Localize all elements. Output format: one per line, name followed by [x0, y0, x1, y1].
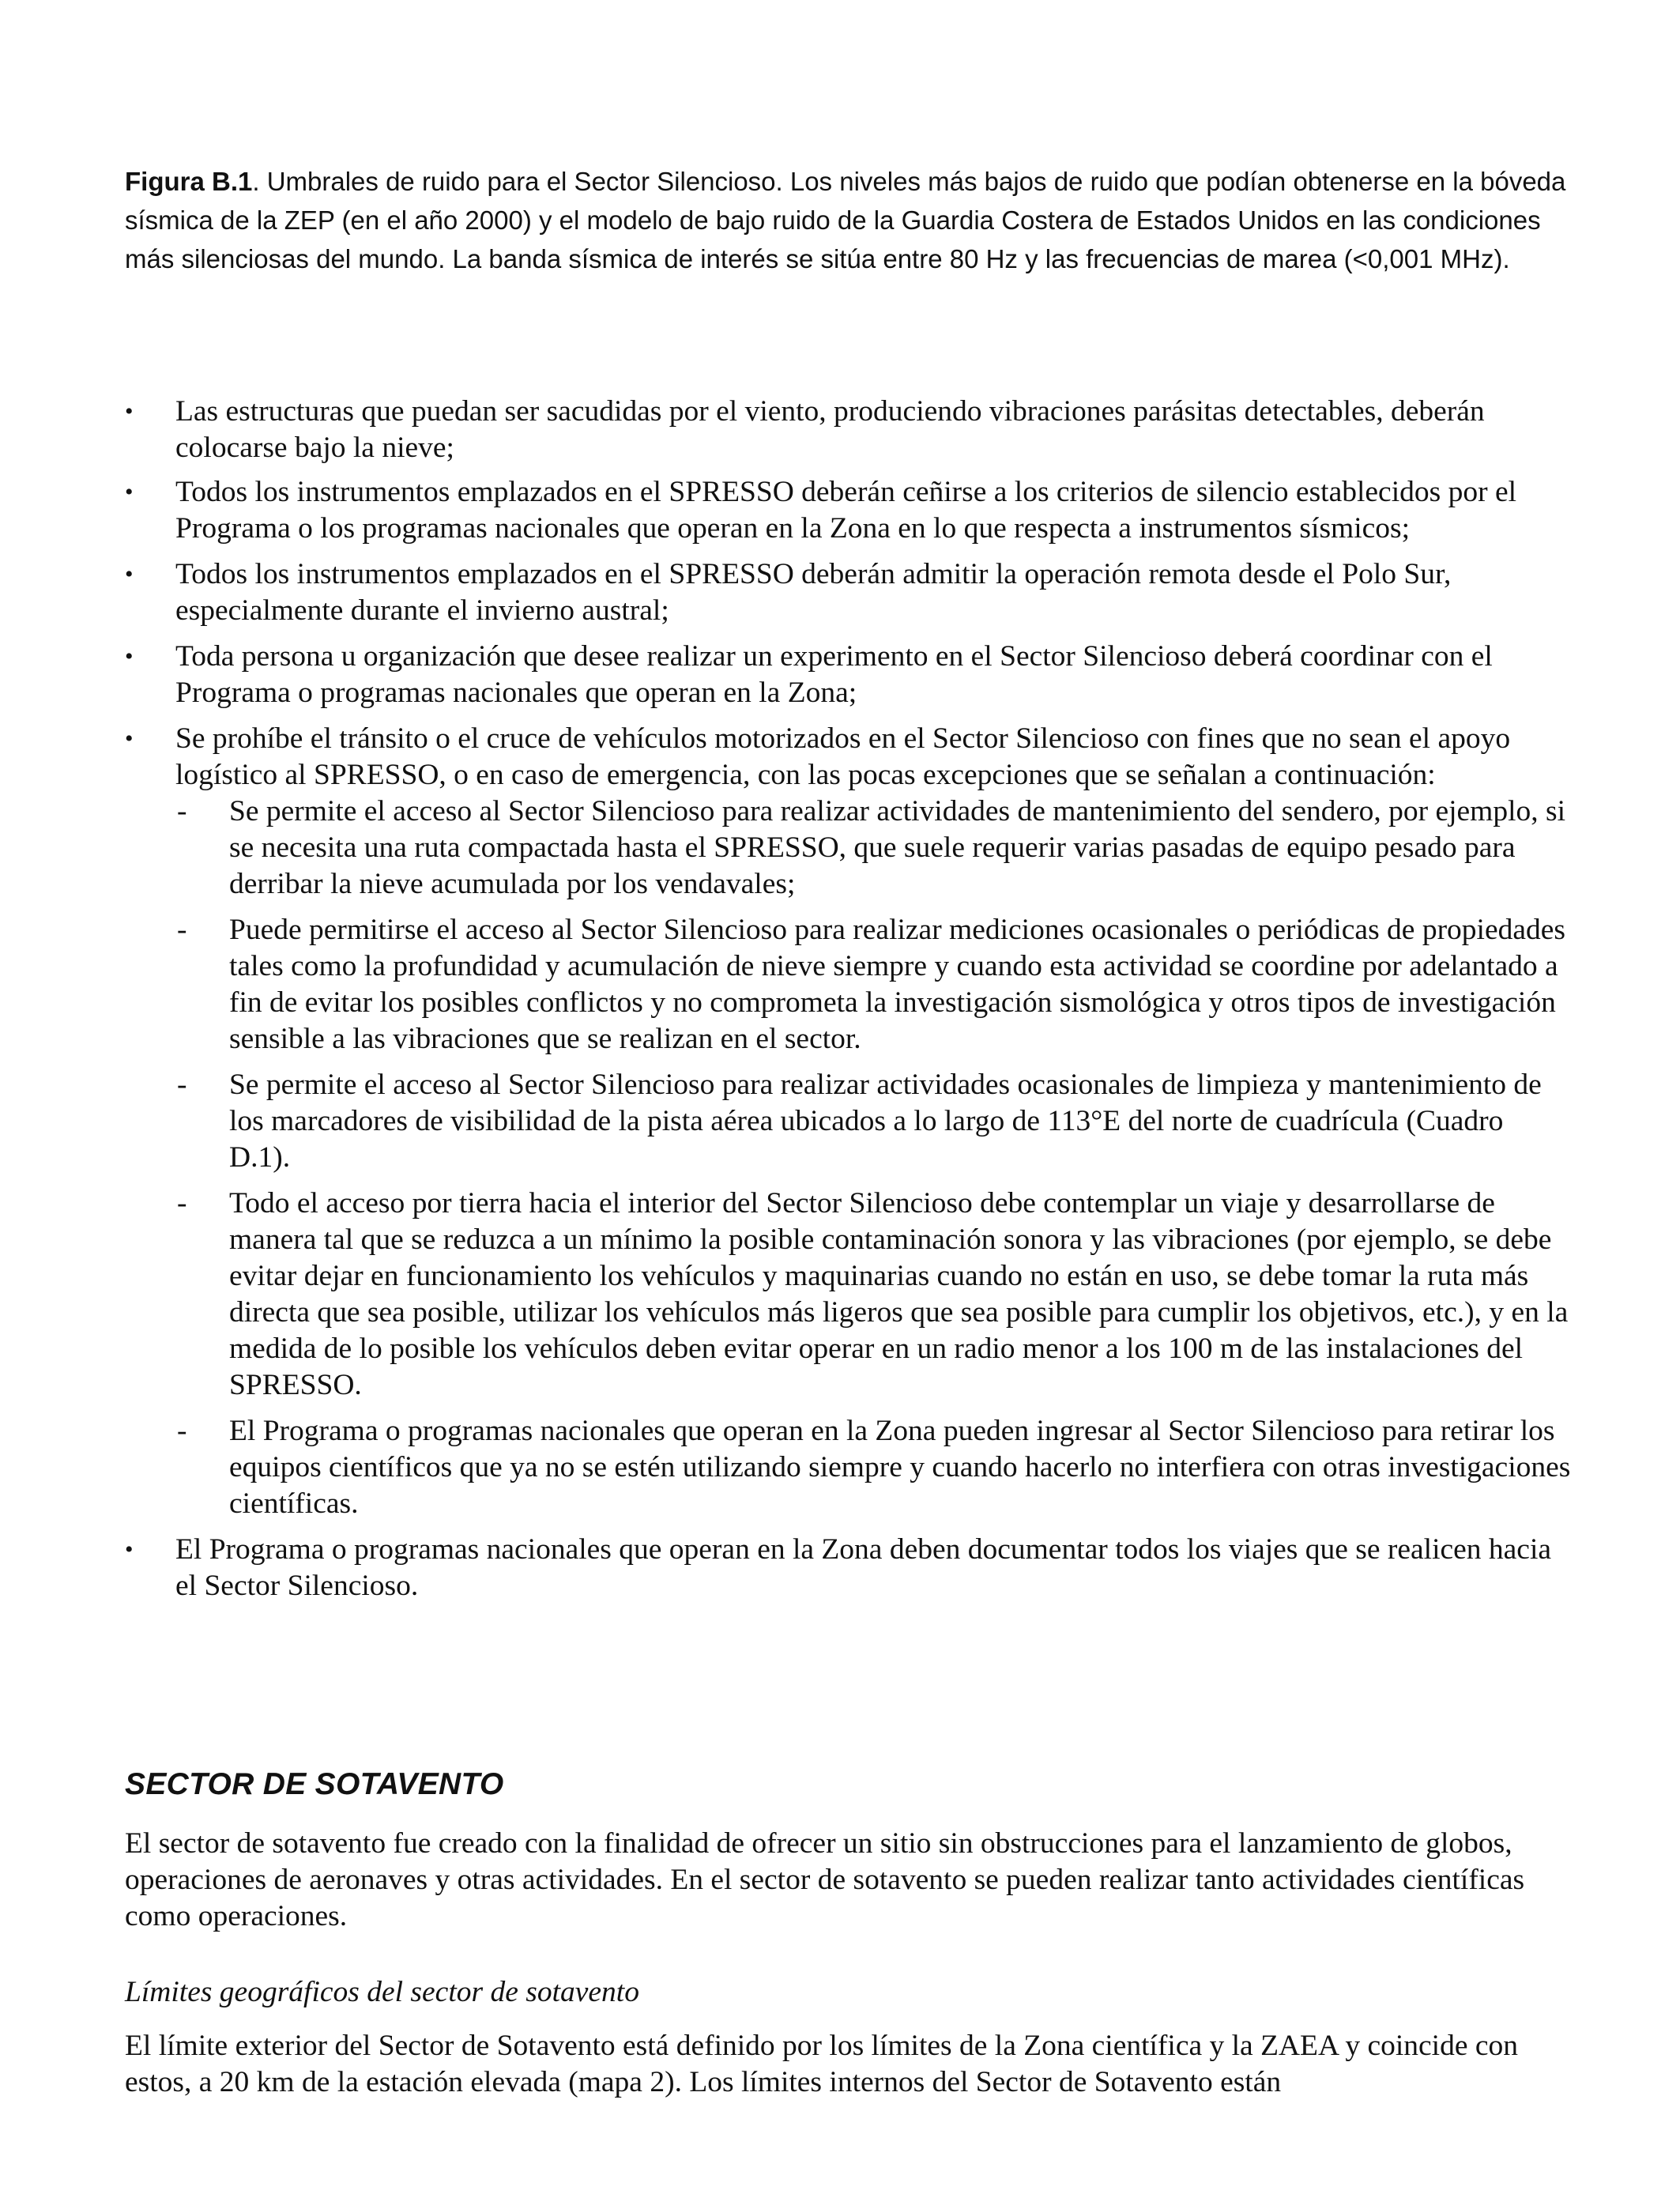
- list-item: [125, 721, 1571, 1522]
- dash-marker: -: [177, 795, 187, 827]
- list-item-text: Toda persona u organización que desee realizar un experimento en el Sector Silencioso deberá coordinar con el Programa o programas nacionales que operan en la Zona;: [175, 640, 1493, 709]
- bullet-marker: •: [125, 726, 134, 752]
- list-item-text: El Programa o programas nacionales que operan en la Zona deben documentar todos los viajes que se realicen hacia el Sector Silencioso.: [175, 1533, 1552, 1602]
- list-item: [125, 1532, 1571, 1604]
- dash-marker: -: [177, 1069, 187, 1101]
- sub-list-item: [125, 1186, 1571, 1404]
- dash-marker: -: [177, 1187, 187, 1220]
- bullet-marker: •: [125, 643, 134, 669]
- section-paragraph: El sector de sotavento fue creado con la finalidad de ofrecer un sitio sin obstrucciones para el lanzamiento de globos, operaciones de aeronaves y otras actividades. En el sector de sotavento se pueden realizar tanto actividades científicas como operaciones.: [125, 1827, 1525, 1932]
- subsection-heading: Límites geográficos del sector de sotavento: [125, 1976, 639, 2008]
- bullet-marker: •: [125, 561, 134, 587]
- list-item: [125, 394, 1571, 466]
- sub-list-item: [125, 794, 1571, 903]
- sub-list-item: [125, 912, 1571, 1057]
- list-item-text: Se prohíbe el tránsito o el cruce de vehículos motorizados en el Sector Silencioso con fines que no sean el apoyo logístico al SPRESSO, o en caso de emergencia, con las pocas excepciones que se señalan a continuación:: [175, 722, 1511, 791]
- sub-list-item-text: Se permite el acceso al Sector Silencioso para realizar actividades ocasionales de limpieza y mantenimiento de los marcadores de visibilidad de la pista aérea ubicados a lo largo de 113°E del norte de cuadrícula (Cuadro D.1).: [229, 1069, 1542, 1174]
- list-item-text: Todos los instrumentos emplazados en el SPRESSO deberán ceñirse a los criterios de silencio establecidos por el Programa o los programas nacionales que operan en la Zona en lo que respecta a instrumentos sísmicos;: [175, 476, 1517, 545]
- bullet-marker: •: [125, 479, 134, 505]
- dash-marker: -: [177, 914, 187, 946]
- sub-list-item: [125, 1413, 1571, 1522]
- list-item-text: Todos los instrumentos emplazados en el SPRESSO deberán admitir la operación remota desde el Polo Sur, especialmente durante el invierno austral;: [175, 558, 1452, 627]
- dash-marker: -: [177, 1415, 187, 1447]
- list-item-text: Las estructuras que puedan ser sacudidas por el viento, produciendo vibraciones parásitas detectables, deberán colocarse bajo la nieve;: [175, 395, 1485, 464]
- bullet-marker: •: [125, 1536, 134, 1563]
- list-item: [125, 639, 1571, 711]
- list-item: [125, 556, 1571, 629]
- sub-list-item: [125, 1067, 1571, 1176]
- bullet-marker: •: [125, 398, 134, 424]
- subsection-paragraph: El límite exterior del Sector de Sotavento está definido por los límites de la Zona científica y la ZAEA y coincide con estos, a 20 km de la estación elevada (mapa 2). Los límites internos del Sector de Sotavento están: [125, 2030, 1519, 2098]
- sub-list-item-text: Se permite el acceso al Sector Silencioso para realizar actividades de mantenimiento del sendero, por ejemplo, si se necesita una ruta compactada hasta el SPRESSO, que suele requerir varias pasadas de equipo pesado para derribar la nieve acumulada por los vendavales;: [229, 795, 1566, 900]
- sub-list-item-text: El Programa o programas nacionales que operan en la Zona pueden ingresar al Sector Silencioso para retirar los equipos científicos que ya no se estén utilizando siempre y cuando hacerlo no interfiera con otras investigaciones científicas.: [229, 1415, 1571, 1520]
- list-item: [125, 474, 1571, 547]
- requirements-list: [125, 394, 1571, 1614]
- exceptions-list: [125, 794, 1571, 1522]
- sub-list-item-text: Puede permitirse el acceso al Sector Silencioso para realizar mediciones ocasionales o periódicas de propiedades tales como la profundidad y acumulación de nieve siempre y cuando esta actividad se coordine por adelantado a fin de evitar los posibles conflictos y no comprometa la investigación sismológica y otros tipos de investigación sensible a las vibraciones que se realizan en el sector.: [229, 914, 1565, 1055]
- figure-label: Figura B.1: [125, 167, 253, 196]
- figure-caption-text: . Umbrales de ruido para el Sector Silencioso. Los niveles más bajos de ruido que podían obtenerse en la bóveda sísmica de la ZEP (en el año 2000) y el modelo de bajo ruido de la Guardia Costera de Estados Unidos en las condiciones más silenciosas del mundo. La banda sísmica de interés se sitúa entre 80 Hz y las frecuencias de marea (<0,001 MHz).: [125, 167, 1566, 273]
- figure-caption: [125, 162, 1571, 278]
- section-heading: SECTOR DE SOTAVENTO: [125, 1767, 504, 1801]
- sub-list-item-text: Todo el acceso por tierra hacia el interior del Sector Silencioso debe contemplar un viaje y desarrollarse de manera tal que se reduzca a un mínimo la posible contaminación sonora y las vibraciones (por ejemplo, se debe evitar dejar en funcionamiento los vehículos y maquinarias cuando no están en uso, se debe tomar la ruta más directa que sea posible, utilizar los vehículos más ligeros que sea posible para cumplir los objetivos, etc.), y en la medida de lo posible los vehículos deben evitar operar en un radio menor a los 100 m de las instalaciones del SPRESSO.: [229, 1187, 1569, 1401]
